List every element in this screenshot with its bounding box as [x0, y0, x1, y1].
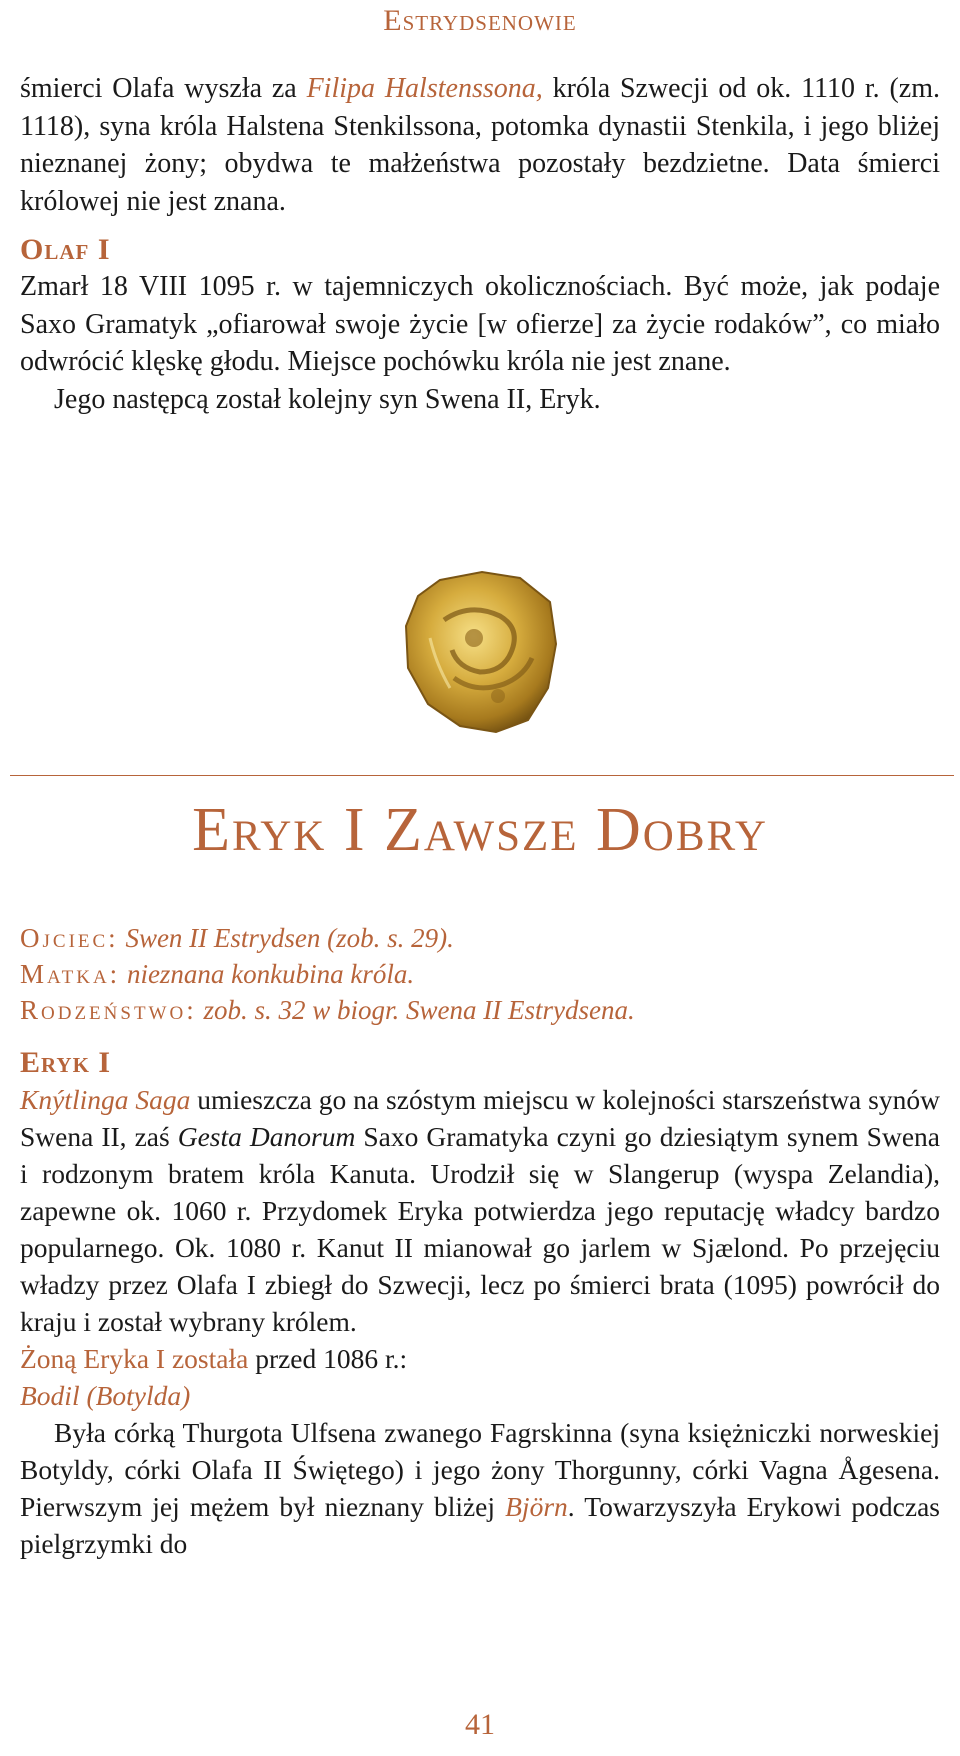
eryk-text-1: umieszcza go na szóstym miejscu w kolejności starszeństwa synów Swena II, zaś — [20, 1084, 940, 1152]
gesta-title: Gesta Danorum — [177, 1121, 356, 1152]
chapter-title: Eryk I Zawsze Dobry — [192, 796, 768, 864]
wife-paragraph — [20, 1414, 940, 1562]
gold-coin-image — [400, 568, 560, 738]
wife-date: przed 1086 r.: — [248, 1343, 408, 1374]
father-value: Swen II Estrydsen (zob. s. 29). — [125, 923, 454, 953]
eryk-text-2: Saxo Gramatyka czyni go dziesiątym synem Swena i rodzonym bratem króla Kanuta. Urodził się w Slangerup (wyspa Zelandia), zapewne ok. 1060 r. Przydomek Eryka potwierdza jego reputację władcy bardzo popularnego. Ok. 1080 r. Kanut II mianował go jarlem w Sjælond. Po przejęciu władzy przez Olafa I zbiegł do Szwecji, lecz po śmierci brata (1095) powrócił do kraju i został wybrany królem. — [20, 1121, 940, 1337]
wife-text-1: Była córką Thurgota Ulfsena zwanego Fagrskinna (syna księżniczki norweskiej Botyldy, córki Olafa II Świętego) i jego żony Thorgunny, córki Vagna Ågesena. Pierwszym jej mężem był nieznany bliżej — [20, 1417, 940, 1522]
wife-name: Bodil (Botylda) — [20, 1380, 191, 1411]
olaf-section — [20, 232, 940, 418]
wife-label: Żoną Eryka I została — [20, 1343, 249, 1374]
father-label: Ojciec: — [20, 923, 119, 953]
mother-row — [20, 956, 940, 992]
intro-text-2: króla Szwecji od ok. 1110 r. (zm. 1118), syna króla Halstena Stenkilssona, potomka dynastii Stenkila, i jego bliżej nieznanej żony; obydwa te małżeństwa pozostały bezdzietne. Data śmierci królowej nie jest znana. — [20, 73, 941, 217]
chapter-divider — [10, 775, 954, 776]
mother-label: Matka: — [20, 959, 121, 989]
olaf-successor: Jego następcą został kolejny syn Swena II, Eryk. — [54, 383, 601, 415]
wife-text-2: . Towarzyszyła Erykowi podczas pielgrzymki do — [20, 1491, 941, 1559]
filip-name: Filipa Halstenssona, — [306, 73, 543, 104]
intro-section — [20, 70, 940, 220]
siblings-value: zob. s. 32 w biogr. Swena II Estrydsena. — [203, 995, 635, 1025]
saga-title: Knýtlinga Saga — [20, 1084, 191, 1115]
father-row — [20, 920, 940, 956]
olaf-heading: Olaf I — [20, 233, 111, 266]
coin-icon — [400, 568, 560, 738]
wife-line — [20, 1340, 940, 1377]
olaf-paragraph: Zmarł 18 VIII 1095 r. w tajemniczych okolicznościach. Być może, jak podaje Saxo Gramatyk „ofiarował swoje życie [w ofierze] za życie rodaków”, co miało odwrócić klęskę głodu. Miejsce pochówku króla nie jest znane. — [20, 271, 940, 377]
mother-value: nieznana konkubina króla. — [126, 959, 415, 989]
eryk-paragraph — [20, 1081, 940, 1340]
bjorn-name: Björn — [505, 1491, 568, 1522]
eryk-section — [20, 1045, 940, 1562]
page-number: 41 — [465, 1708, 495, 1741]
intro-text-1: śmierci Olafa wyszła za — [20, 73, 307, 104]
siblings-row — [20, 992, 940, 1028]
siblings-label: Rodzeństwo: — [20, 995, 197, 1025]
running-head: Estrydsenowie — [383, 4, 577, 37]
genealogy-meta — [20, 920, 940, 1028]
eryk-heading: Eryk I — [20, 1046, 112, 1079]
intro-paragraph — [20, 70, 940, 220]
